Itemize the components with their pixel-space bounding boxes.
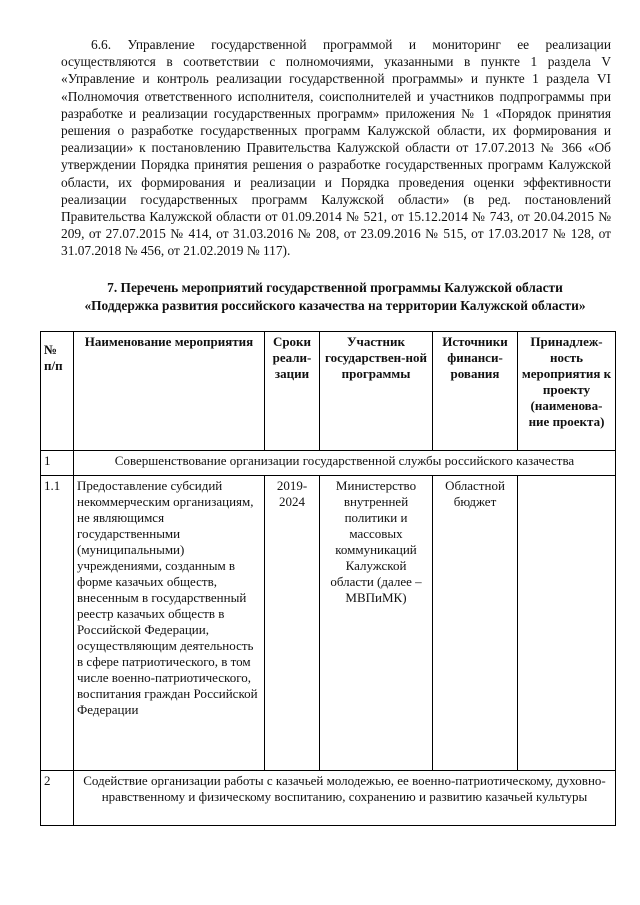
header-term: Сроки реали-зации xyxy=(265,332,320,451)
section-heading xyxy=(40,279,630,315)
measures-table xyxy=(40,331,616,826)
measure-participant: Министерство внутренней политики и массовых коммуникаций Калужской области (далее – МВПиМК) xyxy=(320,476,433,771)
header-participant: Участник государствен-ной программы xyxy=(320,332,433,451)
section-title: Содействие организации работы с казачьей молодежью, ее военно-патриотическому, духовно-нравственному и физическому воспитанию, сохранению и развитию казачьей культуры xyxy=(74,771,616,826)
table-row xyxy=(41,771,616,826)
table-header-row xyxy=(41,332,616,451)
heading-line-2: «Поддержка развития российского казачества на территории Калужской области» xyxy=(84,298,586,313)
paragraph-text: Управление государственной программой и мониторинг ее реализации осуществляются в соответствии с полномочиями, указанными в пункте 1 раздела V «Управление и контроль реализации государственной программы» и пункте 1 раздела VI «Полномочия ответственного исполнителя, соисполнителей и участников подпрограммы при разработке и реализации государственных программ» приложения № 1 «Порядок принятия решения о разработке государственных программ Калужской области, их формирования и реализации» к постановлению Правительства Калужской области от 17.07.2013 № 366 «Об утверждении Порядка принятия решения о разработке государственных программ Калужской области, их формирования и реализации и Порядка проведения оценки эффективности реализации государственных программ Калужской области» (в ред. постановлений Правительства Калужской области от 01.09.2014 № 521, от 15.12.2014 № 743, от 20.04.2015 № 209, от 27.07.2015 № 414, от 31.03.2016 № 208, от 23.09.2016 № 515, от 17.03.2017 № 128, от 31.07.2018 № 456, от 21.02.2019 № 117). xyxy=(61,37,611,259)
paragraph-6-6 xyxy=(61,36,611,260)
measure-project xyxy=(518,476,616,771)
measure-source: Областной бюджет xyxy=(433,476,518,771)
table-row xyxy=(41,476,616,771)
header-project: Принадлеж-ность мероприятия к проекту (наименова-ние проекта) xyxy=(518,332,616,451)
table-row xyxy=(41,451,616,476)
heading-line-1: 7. Перечень мероприятий государственной программы Калужской области xyxy=(107,280,563,295)
measure-term: 2019-2024 xyxy=(265,476,320,771)
header-number: № п/п xyxy=(41,332,74,451)
row-number: 1.1 xyxy=(41,476,74,771)
paragraph-number: 6.6. xyxy=(91,37,112,52)
row-number: 1 xyxy=(41,451,74,476)
header-name: Наименование мероприятия xyxy=(74,332,265,451)
measure-name: Предоставление субсидий некоммерческим организациям, не являющимся государственными (муниципальными) учреждениями, созданным в форме казачьих обществ, внесенным в государственный реестр казачьих обществ в Российской Федерации, осуществляющим деятельность в сфере патриотического, в том числе военно-патриотического, воспитания граждан Российской Федерации xyxy=(74,476,265,771)
header-source: Источники финанси-рования xyxy=(433,332,518,451)
section-title: Совершенствование организации государственной службы российского казачества xyxy=(74,451,616,476)
row-number: 2 xyxy=(41,771,74,826)
